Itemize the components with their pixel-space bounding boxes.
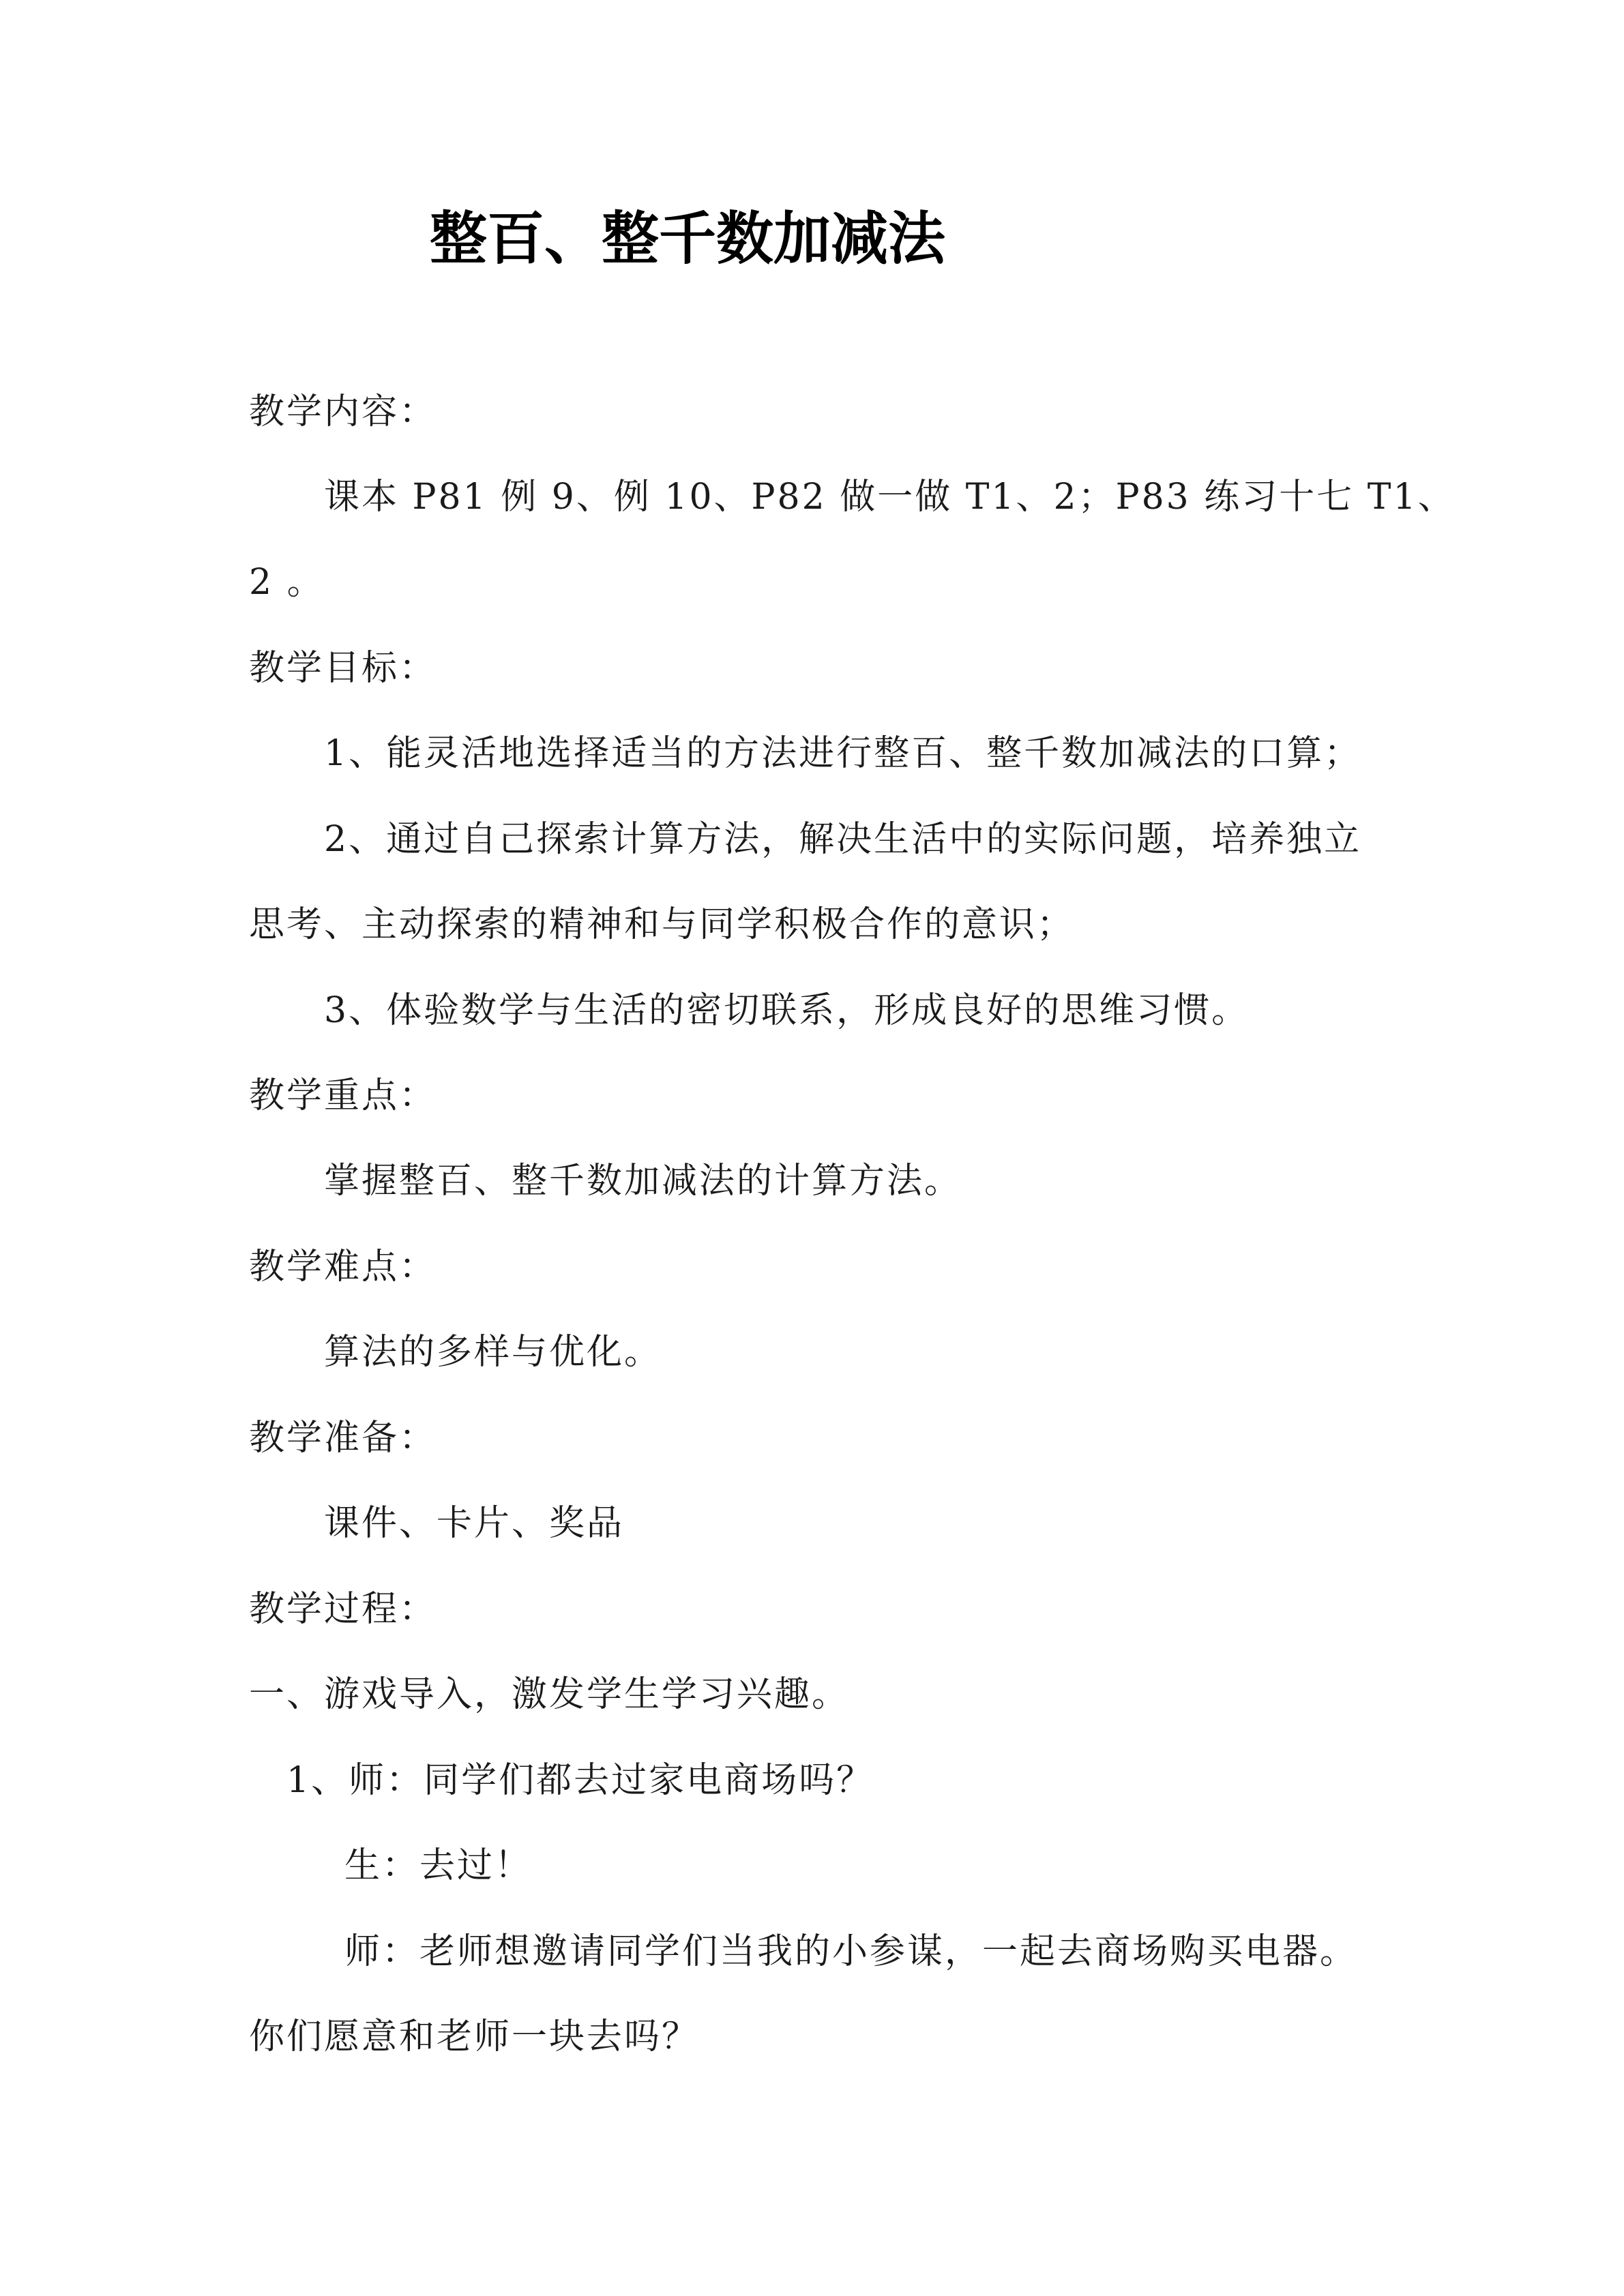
heading-teaching-goals: 教学目标： — [249, 648, 437, 689]
paragraph-content-line-1: 课本 P81 例 9、例 10、P82 做一做 T1、2；P83 练习十七 T1、 — [324, 477, 1456, 518]
heading-teaching-content: 教学内容： — [249, 391, 437, 432]
difficulty-text: 算法的多样与优化。 — [324, 1332, 662, 1373]
process-section-1: 一、游戏导入，激发学生学习兴趣。 — [249, 1674, 850, 1715]
paragraph-content-line-2: 2 。 — [249, 562, 325, 603]
heading-key-point: 教学重点： — [249, 1075, 437, 1116]
goal-item-2-line-1: 2、通过自己探索计算方法，解决生活中的实际问题，培养独立 — [324, 819, 1362, 860]
student-reply: 生：去过！ — [344, 1845, 533, 1886]
goal-item-3: 3、体验数学与生活的密切联系，形成良好的思维习惯。 — [324, 990, 1250, 1031]
heading-difficulty: 教学难点： — [249, 1247, 437, 1287]
teacher-line-1: 师：老师想邀请同学们当我的小参谋，一起去商场购买电器。 — [344, 1931, 1358, 1972]
document-title: 整百、整千数加减法 — [430, 205, 946, 272]
preparation-text: 课件、卡片、奖品 — [324, 1503, 625, 1544]
heading-process: 教学过程： — [249, 1589, 437, 1630]
goal-item-2-line-2: 思考、主动探索的精神和与同学积极合作的意识； — [249, 904, 1075, 945]
key-point-text: 掌握整百、整千数加减法的计算方法。 — [324, 1161, 962, 1202]
process-step-1: 1、师：同学们都去过家电商场吗？ — [286, 1760, 874, 1801]
goal-item-1: 1、能灵活地选择适当的方法进行整百、整千数加减法的口算； — [324, 733, 1362, 774]
heading-preparation: 教学准备： — [249, 1418, 437, 1459]
teacher-line-2: 你们愿意和老师一块去吗？ — [249, 2016, 700, 2057]
